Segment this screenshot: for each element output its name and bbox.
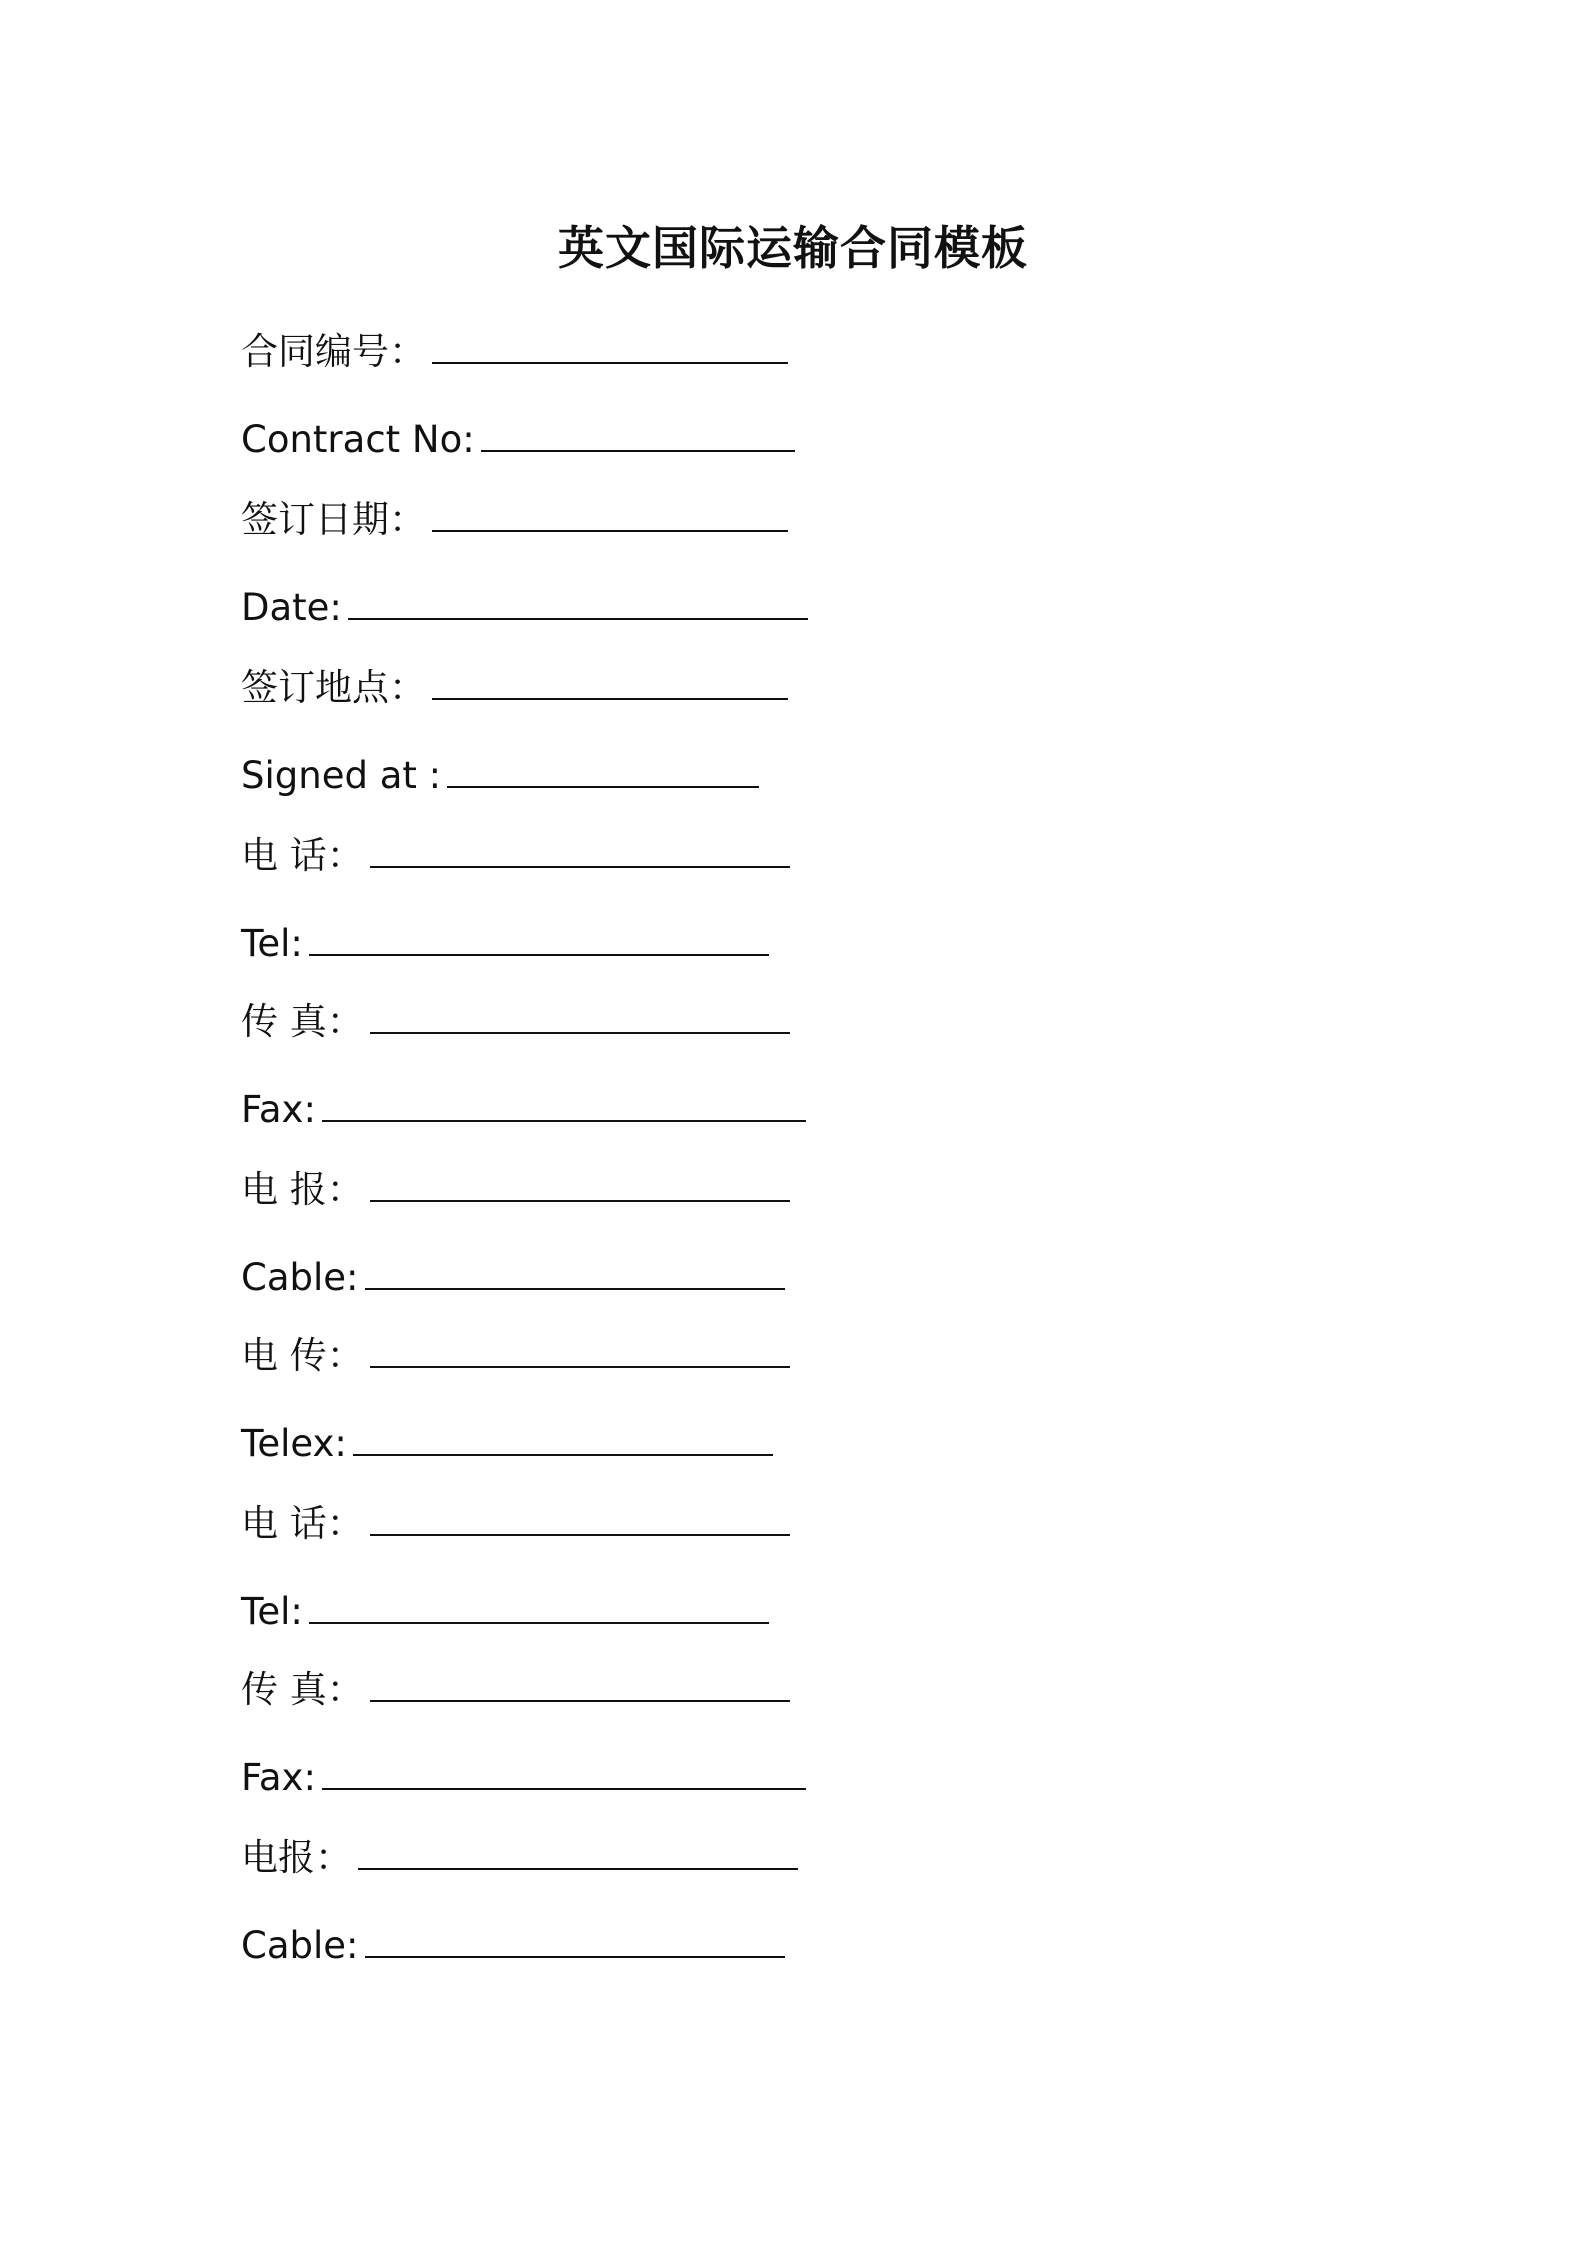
telephone-cn-field <box>241 832 790 880</box>
field-label: Cable: <box>241 1924 359 1967</box>
fax-cn-field <box>241 998 790 1046</box>
fax-en-field <box>241 1086 806 1134</box>
telephone-cn-field-2 <box>241 1500 790 1548</box>
fill-in-blank[interactable] <box>322 1758 806 1790</box>
fill-in-blank[interactable] <box>432 500 788 532</box>
document-title: 英文国际运输合同模板 <box>558 221 1028 275</box>
fill-in-blank[interactable] <box>322 1090 806 1122</box>
fill-in-blank[interactable] <box>353 1424 773 1456</box>
signed-at-en-field <box>241 752 759 800</box>
contract-number-en-field <box>241 416 795 464</box>
fill-in-blank[interactable] <box>370 1670 790 1702</box>
field-label: Signed at : <box>241 754 442 797</box>
fill-in-blank[interactable] <box>447 756 759 788</box>
field-label: Date: <box>241 586 342 629</box>
fill-in-blank[interactable] <box>348 588 808 620</box>
field-label: 电报： <box>241 1836 352 1879</box>
fill-in-blank[interactable] <box>432 332 788 364</box>
fax-cn-field-2 <box>241 1666 790 1714</box>
fill-in-blank[interactable] <box>370 836 790 868</box>
telephone-en-field-2 <box>241 1588 769 1636</box>
field-label: 传 真： <box>241 1000 364 1043</box>
field-label: Fax: <box>241 1756 316 1799</box>
date-en-field <box>241 584 808 632</box>
field-label: Tel: <box>241 1590 303 1633</box>
telex-cn-field <box>241 1332 790 1380</box>
signing-date-cn-field <box>241 496 788 544</box>
contract-number-cn-field <box>241 328 788 376</box>
fill-in-blank[interactable] <box>370 1504 790 1536</box>
signing-place-cn-field <box>241 664 788 712</box>
telex-en-field <box>241 1420 773 1468</box>
fill-in-blank[interactable] <box>309 1592 769 1624</box>
field-label: 签订地点： <box>241 666 426 709</box>
fill-in-blank[interactable] <box>481 420 795 452</box>
field-label: Contract No: <box>241 418 475 461</box>
field-label: 签订日期： <box>241 498 426 541</box>
fill-in-blank[interactable] <box>309 924 769 956</box>
fill-in-blank[interactable] <box>365 1926 785 1958</box>
fill-in-blank[interactable] <box>365 1258 785 1290</box>
field-label: Fax: <box>241 1088 316 1131</box>
field-label: 电 话： <box>241 834 364 877</box>
fax-en-field-2 <box>241 1754 806 1802</box>
field-label: 合同编号： <box>241 330 426 373</box>
field-label: Cable: <box>241 1256 359 1299</box>
field-label: 电 传： <box>241 1334 364 1377</box>
field-label: Tel: <box>241 922 303 965</box>
fill-in-blank[interactable] <box>370 1336 790 1368</box>
field-label: 传 真： <box>241 1668 364 1711</box>
cable-cn-field-2 <box>241 1834 798 1882</box>
cable-cn-field <box>241 1166 790 1214</box>
fill-in-blank[interactable] <box>432 668 788 700</box>
fill-in-blank[interactable] <box>370 1170 790 1202</box>
field-label: 电 报： <box>241 1168 364 1211</box>
fill-in-blank[interactable] <box>358 1838 798 1870</box>
field-label: 电 话： <box>241 1502 364 1545</box>
fill-in-blank[interactable] <box>370 1002 790 1034</box>
telephone-en-field <box>241 920 769 968</box>
field-label: Telex: <box>241 1422 347 1465</box>
cable-en-field <box>241 1254 785 1302</box>
cable-en-field-2 <box>241 1922 785 1970</box>
